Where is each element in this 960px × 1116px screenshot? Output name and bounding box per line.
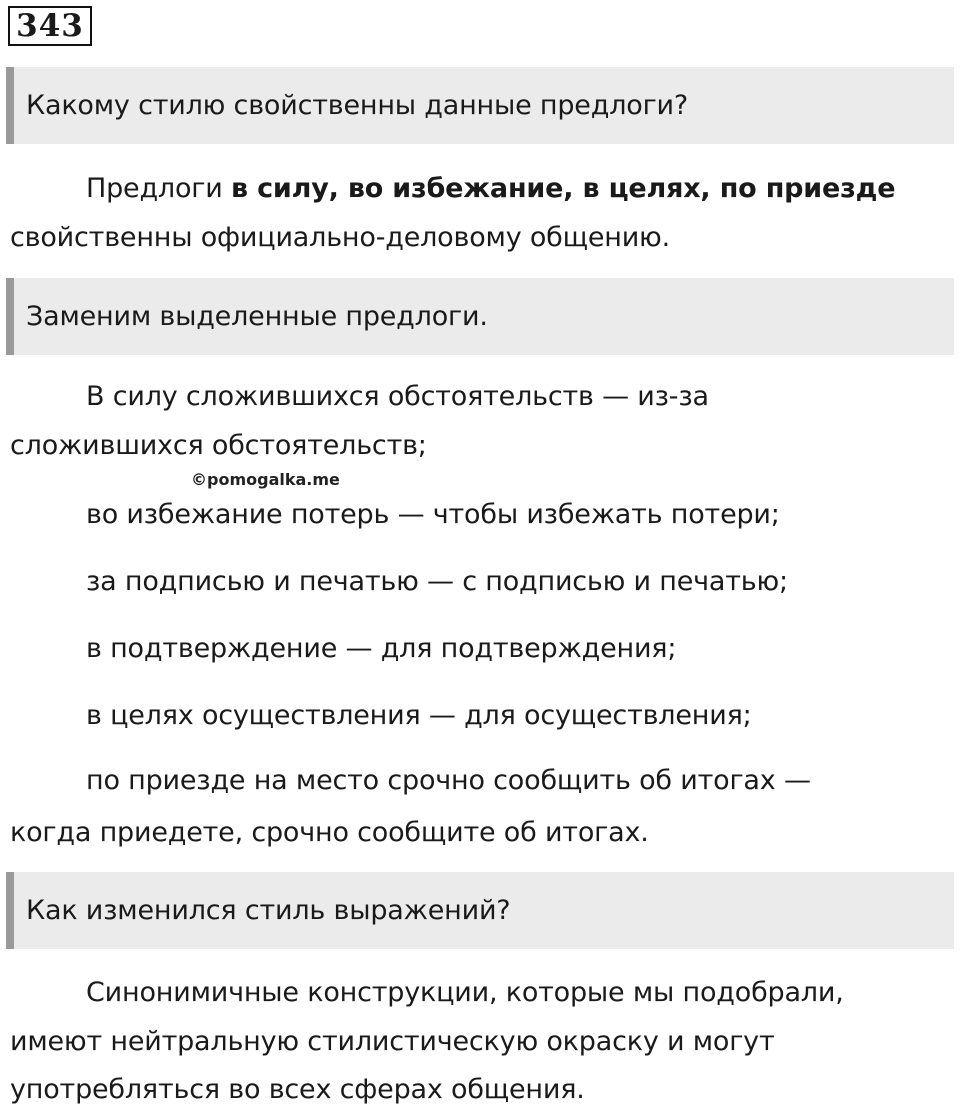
replacement-line-3: во избежание потерь — чтобы избежать потери;	[86, 499, 780, 530]
answer-3-line-3: употребляться во всех сферах общения.	[10, 1074, 585, 1105]
replacement-line-7: по приезде на место срочно сообщить об итогах —	[86, 765, 811, 796]
task-number: 343	[8, 6, 92, 46]
answer-1-line-2: свойственны официально-деловому общению.	[10, 222, 670, 253]
answer-3-line-1: Синонимичные конструкции, которые мы подобрали,	[86, 977, 844, 1008]
answer-1-line-1	[86, 170, 895, 208]
replacement-line-2: сложившихся обстоятельств;	[10, 430, 427, 461]
replacement-line-5: в подтверждение — для подтверждения;	[86, 633, 677, 664]
question-text-3: Как изменился стиль выражений?	[26, 895, 511, 926]
question-text-2: Заменим выделенные предлоги.	[26, 301, 488, 332]
answer-3-line-2: имеют нейтральную стилистическую окраску и могут	[10, 1026, 775, 1057]
replacement-line-6: в целях осуществления — для осуществления;	[86, 700, 752, 731]
question-box-2	[6, 278, 954, 355]
answer-1-bold-prepositions: в силу, во избежание, в целях, по приезде	[231, 173, 896, 204]
question-text-1: Какому стилю свойственны данные предлоги?	[26, 90, 689, 121]
replacement-line-1: В силу сложившихся обстоятельств — из-за	[86, 381, 709, 412]
question-box-1	[6, 67, 954, 144]
replacement-line-8: когда приедете, срочно сообщите об итогах.	[10, 817, 649, 848]
watermark: ©pomogalka.me	[191, 470, 340, 489]
question-box-3	[6, 872, 954, 949]
replacement-line-4: за подписью и печатью — с подписью и печатью;	[86, 566, 788, 597]
answer-1-prefix: Предлоги	[86, 173, 232, 204]
